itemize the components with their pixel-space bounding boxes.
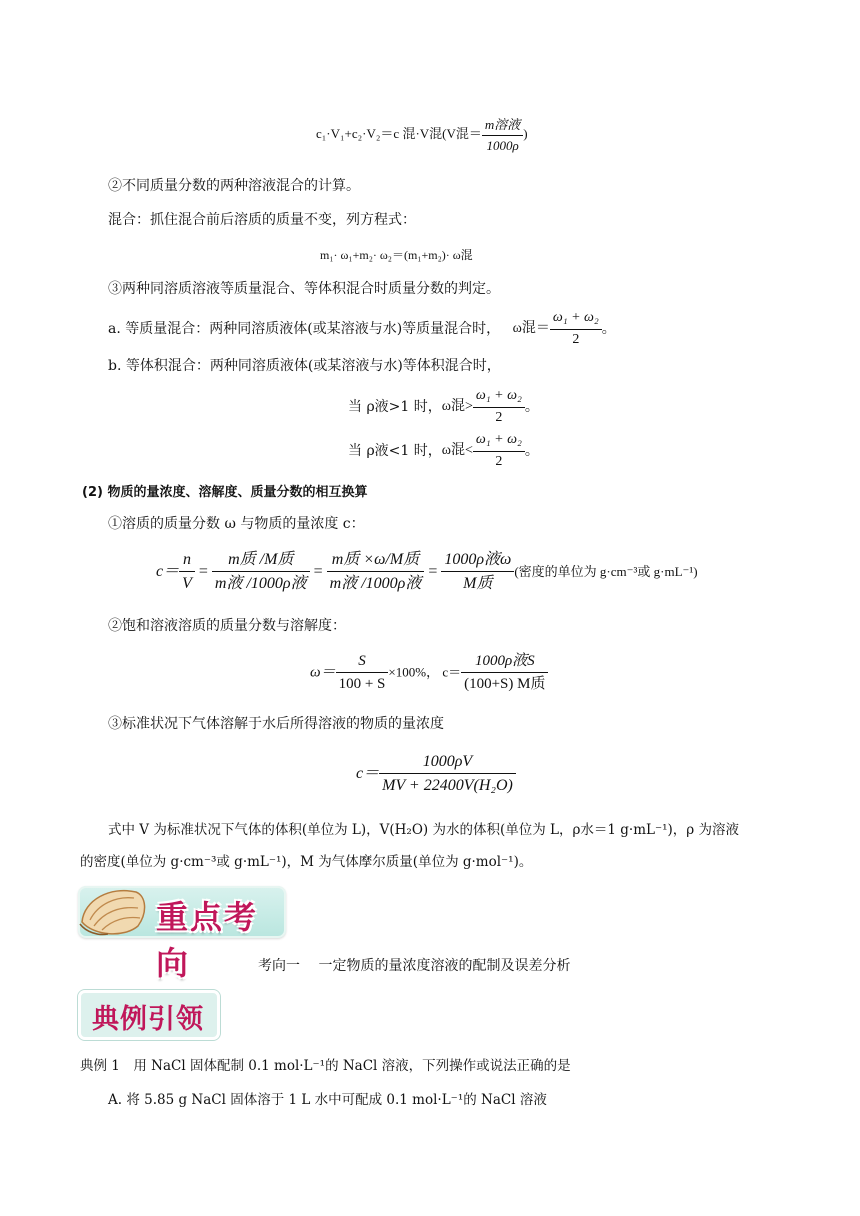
item-a (108, 310, 616, 349)
case-less-lhs: ω混< (441, 442, 473, 458)
fraction-denominator: m液 /1000ρ液 (327, 571, 425, 593)
mix-intro: 混合：抓住混合前后溶质的质量不变，列方程式： (108, 212, 416, 228)
fraction-denominator: V (179, 571, 195, 593)
fraction-denominator: M质 (441, 571, 514, 593)
item-a-end: 。 (601, 320, 616, 337)
fraction-numerator: 1000ρV (422, 753, 473, 770)
equation-omega-lhs: ω＝ (310, 664, 336, 681)
banner-example (78, 990, 220, 1040)
fraction-n-v (179, 550, 195, 593)
case-greater-end: 。 (524, 398, 539, 415)
fraction-denominator: 100 + S (336, 672, 389, 693)
case-greater-cond: 当 ρ液>1 时， (348, 398, 442, 415)
fraction-numerator: 1000ρ液ω (444, 551, 512, 568)
item-a-text: a. 等质量混合：两种同溶质液体(或某溶液与水)等质量混合时， (108, 320, 501, 337)
equation-close: ) (523, 126, 528, 142)
fraction-denominator: 2 (473, 451, 525, 471)
fraction-numerator: S (358, 653, 366, 669)
example-question: 典例 1 用 NaCl 固体配制 0.1 mol·L⁻¹的 NaCl 溶液，下列操作或说法正确的是 (80, 1058, 571, 1074)
fraction-numerator: ω₁ + ω₂ (475, 432, 522, 447)
fraction-numerator: m质 /M质 (228, 551, 294, 568)
item-3: ③两种同溶质溶液等质量混合、等体积混合时质量分数的判定。 (108, 281, 500, 297)
equation-mix-volume-left: c₁·V₁+c₂·V₂＝c 混·V混(V混＝ (316, 126, 482, 142)
sub-1: ①溶质的质量分数 ω 与物质的量浓度 c： (108, 516, 365, 532)
case-less-cond: 当 ρ液<1 时， (348, 442, 442, 459)
case-less-end: 。 (524, 442, 539, 459)
para-line-2: 的密度(单位为 g·cm⁻³或 g·mL⁻¹)，M 为气体摩尔质量(单位为 g·mol⁻¹)。 (80, 854, 533, 870)
banner-key-direction-text: 重点考向 (156, 898, 259, 982)
equals-sign: = (313, 563, 323, 581)
section-2-title: (2) 物质的量浓度、溶解度、质量分数的相互换算 (82, 485, 368, 500)
equation-gas (356, 752, 516, 795)
fraction-numerator: ω₁ + ω₂ (552, 310, 599, 325)
banner-key-direction (78, 886, 286, 982)
fraction-denominator: m液 /1000ρ液 (212, 571, 310, 593)
fraction-numerator: m溶液 (484, 117, 521, 132)
item-b: b. 等体积混合：两种同溶质液体(或某溶液与水)等体积混合时， (108, 358, 501, 374)
fraction-numerator: ω₁ + ω₂ (475, 388, 522, 403)
fraction-denominator: (100+S) M质 (461, 672, 548, 693)
fraction-mass-molar (212, 550, 310, 593)
fraction-numerator: m质 ×ω/M质 (331, 551, 420, 568)
fraction-1000-rho-omega (441, 550, 514, 593)
shell-icon (76, 882, 150, 938)
fraction-denominator: 1000ρ (482, 135, 523, 154)
option-a: A. 将 5.85 g NaCl 固体溶于 1 L 水中可配成 0.1 mol·L⁻¹的 NaCl 溶液 (108, 1092, 547, 1108)
case-greater-fraction (473, 388, 525, 427)
case-less (348, 432, 539, 471)
item-a-lhs: ω混＝ (512, 320, 550, 336)
fraction-numerator: 1000ρ液S (474, 653, 535, 669)
fraction-solubility (461, 652, 548, 693)
equation-c (156, 550, 698, 593)
equation-gas-lhs: c＝ (356, 765, 380, 783)
equation-omega (310, 652, 548, 693)
fraction-numerator: n (183, 551, 191, 568)
equation-mass: m₁· ω₁+m₂· ω₂＝(m₁+m₂)· ω混 (320, 248, 473, 262)
banner-example-text: 典例引领 (92, 1004, 204, 1035)
fraction-denominator: MV + 22400V(H₂O) (379, 773, 516, 795)
fraction-solution-mass (482, 117, 523, 153)
item-a-fraction (550, 310, 602, 349)
case-less-fraction (473, 432, 525, 471)
item-2: ②不同质量分数的两种溶液混合的计算。 (108, 178, 360, 194)
equation-c-lhs: c＝ (156, 563, 180, 581)
fraction-s (336, 652, 389, 693)
equals-sign: = (428, 563, 438, 581)
sub-2: ②饱和溶液溶质的质量分数与溶解度： (108, 618, 346, 634)
fraction-denominator: 2 (550, 329, 602, 349)
equation-c-note: (密度的单位为 g·cm⁻³或 g·mL⁻¹) (514, 563, 698, 579)
direction-title: 考向一 一定物质的量浓度溶液的配制及误差分析 (258, 958, 571, 974)
case-greater-lhs: ω混> (441, 398, 473, 414)
equation-mix-volume (316, 117, 528, 153)
sub-3: ③标准状况下气体溶解于水后所得溶液的物质的量浓度 (108, 716, 444, 732)
para-line-1: 式中 V 为标准状况下气体的体积(单位为 L)，V(H₂O) 为水的体积(单位为 L，ρ水＝1 g·mL⁻¹)，ρ 为溶液 (108, 822, 740, 838)
fraction-denominator: 2 (473, 407, 525, 427)
fraction-gas (379, 752, 516, 795)
equals-sign: = (198, 563, 208, 581)
case-greater (348, 388, 539, 427)
fraction-mass-omega (327, 550, 425, 593)
equation-omega-mid: ×100%， c＝ (388, 664, 462, 680)
